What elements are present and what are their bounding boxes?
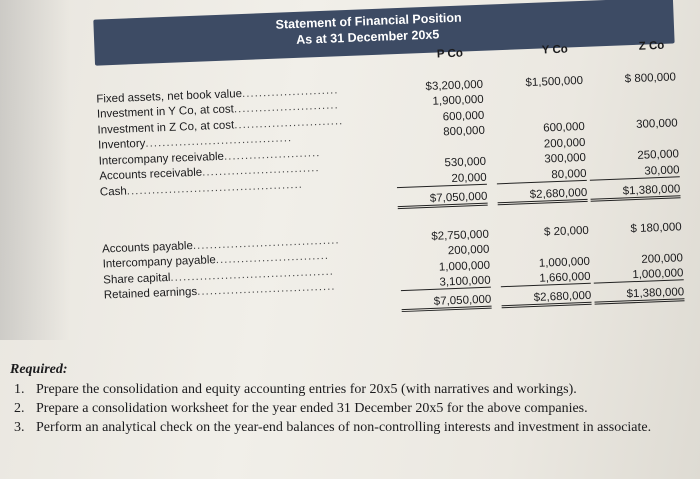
cell-p: 3,100,000: [400, 275, 490, 291]
cell-y: 80,000: [496, 168, 586, 184]
row-label: Fixed assets, net book value.......................: [96, 84, 339, 106]
cell-p: 1,000,000: [438, 259, 491, 274]
item-text: Prepare a consolidation worksheet for the year ended 31 December 20x5 for the above companies.: [36, 401, 588, 416]
cell-p: 200,000: [447, 243, 490, 258]
row-label: Accounts receivable............................: [99, 162, 320, 183]
title-line-1: Statement of Financial Position: [275, 10, 462, 32]
required-item: [10, 380, 690, 399]
cell-p: $2,750,000: [431, 228, 490, 243]
cell-z: 1,000,000: [593, 267, 683, 283]
column-header-z: Z Co: [638, 39, 665, 53]
cell-y: 1,000,000: [538, 255, 591, 270]
required-item: [10, 399, 690, 418]
column-header-p: P Co: [436, 47, 464, 61]
item-number: 2.: [14, 401, 25, 416]
total-liabilities-p: $7,050,000: [401, 294, 492, 312]
row-label: Inventory...................................: [97, 132, 293, 152]
cell-y: 600,000: [543, 120, 586, 135]
item-text: Perform an analytical check on the year-end balances of non-controlling interests and investment in associate.: [36, 420, 652, 435]
cell-p: 20,000: [396, 172, 486, 188]
row-label: Investment in Z Co, at cost..........................: [97, 115, 344, 137]
row-label: Accounts payable...................................: [101, 234, 340, 256]
total-assets-p: $7,050,000: [397, 191, 488, 209]
required-heading: Required:: [10, 362, 68, 377]
cell-y: 300,000: [544, 151, 587, 166]
cell-p: 600,000: [442, 109, 485, 124]
cell-z: $ 800,000: [624, 71, 677, 86]
row-label: Investment in Y Co, at cost.........................: [96, 99, 339, 121]
cell-z: 200,000: [641, 252, 684, 266]
column-header-y: Y Co: [541, 43, 569, 57]
cell-y: 200,000: [543, 136, 586, 151]
cell-y: $ 20,000: [543, 224, 590, 239]
cell-p: 800,000: [443, 124, 486, 139]
total-liabilities-z: $1,380,000: [594, 286, 685, 304]
row-label: Cash..........................................: [99, 178, 304, 199]
item-text: Prepare the consolidation and equity accounting entries for 20x5 (with narratives and workings).: [36, 382, 577, 397]
row-label: Retained earnings.................................: [103, 280, 336, 302]
row-label: Intercompany payable...........................: [102, 249, 330, 271]
cell-z: 30,000: [589, 164, 679, 180]
cell-z: 250,000: [637, 148, 680, 162]
total-assets-z: $1,380,000: [590, 183, 681, 201]
cell-p: $3,200,000: [425, 78, 484, 93]
required-section: [10, 362, 690, 437]
cell-p: 530,000: [444, 155, 487, 170]
cell-y: 1,660,000: [500, 271, 590, 287]
row-label: Share capital.......................................: [103, 265, 335, 287]
total-liabilities-y: $2,680,000: [501, 290, 592, 308]
item-number: 1.: [14, 382, 25, 397]
financial-statement: [85, 0, 697, 342]
required-item: [10, 418, 690, 437]
cell-p: 1,900,000: [432, 93, 484, 108]
total-assets-y: $2,680,000: [497, 187, 588, 205]
item-number: 3.: [14, 420, 25, 435]
cell-z: 300,000: [635, 117, 678, 131]
row-label: Intercompany receivable.......................: [98, 147, 321, 168]
title-line-2: As at 31 December 20x5: [295, 27, 440, 47]
cell-z: $ 180,000: [630, 221, 682, 236]
cell-y: $1,500,000: [525, 74, 584, 90]
page-shadow: [0, 0, 70, 340]
